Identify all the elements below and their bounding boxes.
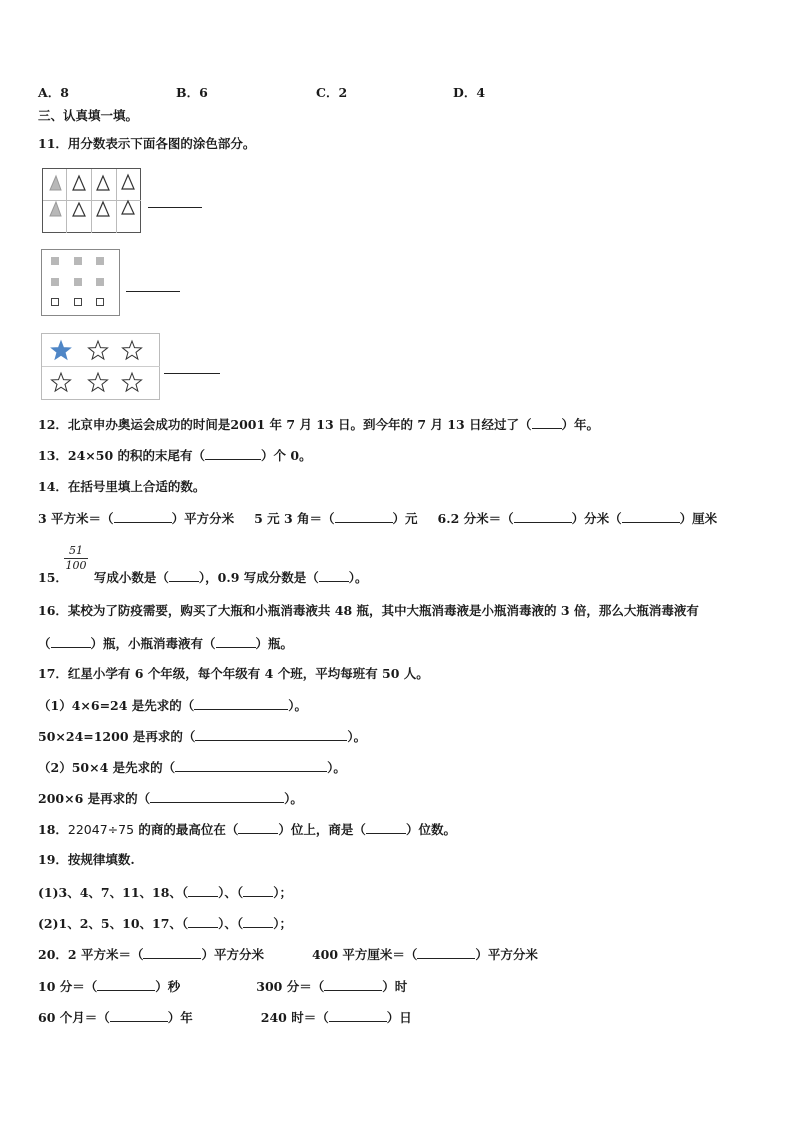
blank[interactable] xyxy=(169,569,199,582)
star-icon xyxy=(51,373,70,391)
question-11: 11．用分数表示下面各图的涂色部分。 xyxy=(38,136,256,151)
shaded-triangle-icon xyxy=(50,176,61,190)
blank[interactable] xyxy=(335,510,393,523)
shaded-star-icon xyxy=(51,341,70,359)
blank[interactable] xyxy=(243,915,273,928)
blank[interactable] xyxy=(329,1009,387,1022)
q20-text: 240 时＝（ xyxy=(260,1010,329,1025)
star-icon xyxy=(88,373,107,391)
q20-text: 300 分＝（ xyxy=(256,979,325,994)
triangle-icon xyxy=(97,176,109,190)
q20-text: ）秒 xyxy=(155,979,181,994)
fraction-denominator: 100 xyxy=(65,559,87,572)
q17-text: ）。 xyxy=(284,791,303,806)
q20-text: 400 平方厘米＝（ xyxy=(311,947,418,962)
blank[interactable] xyxy=(417,946,475,959)
blank[interactable] xyxy=(143,946,201,959)
q13-end: ）个 0。 xyxy=(261,448,312,463)
q16-text: （ xyxy=(38,636,51,651)
q15-text: ）。 xyxy=(348,570,368,585)
q18-text: 的商的最高位在（ xyxy=(134,822,239,837)
question-17-1 xyxy=(38,697,307,714)
q17-text: 200×6 是再求的（ xyxy=(38,791,151,806)
blank[interactable] xyxy=(114,510,172,523)
fraction-numerator: 51 xyxy=(64,544,88,559)
shaded-square-icon xyxy=(51,278,59,286)
blank[interactable] xyxy=(514,510,572,523)
q14-text: 3 平方米＝（ xyxy=(38,511,114,526)
q17-text: （2）50×4 是先求的（ xyxy=(38,760,176,775)
blank[interactable] xyxy=(175,759,327,772)
blank[interactable] xyxy=(194,697,288,710)
question-16-line2 xyxy=(38,635,293,652)
q16-text: ）瓶，小瓶消毒液有（ xyxy=(90,636,216,651)
q19-text: (2)1、2、5、10、17、（ xyxy=(38,916,189,931)
star-icon xyxy=(122,373,141,391)
q18-expression: 22047÷75 xyxy=(67,822,135,837)
section-heading: 三、认真填一填。 xyxy=(38,108,139,123)
triangle-icon xyxy=(97,202,109,216)
star-icon xyxy=(122,341,141,359)
answer-line-fig3 xyxy=(164,373,220,374)
q19-text: ）、（ xyxy=(218,885,244,900)
q14-text: 5 元 3 角＝（ xyxy=(254,511,335,526)
blank[interactable] xyxy=(622,510,680,523)
option-a: A．8 xyxy=(38,85,69,100)
q20-text: ）平方分米 xyxy=(475,947,538,962)
q15-num: 15． xyxy=(38,570,68,585)
shaded-square-icon xyxy=(74,257,82,265)
blank[interactable] xyxy=(243,884,273,897)
question-20-row1 xyxy=(38,946,538,963)
q14-text: 6.2 分米＝（ xyxy=(437,511,514,526)
triangle-icon xyxy=(73,176,85,190)
q20-text: ）年 xyxy=(167,1010,193,1025)
triangle-icon xyxy=(122,201,134,214)
q20-text: 10 分＝（ xyxy=(38,979,98,994)
blank[interactable] xyxy=(188,884,218,897)
q18-text: ）位数。 xyxy=(405,822,456,837)
blank[interactable] xyxy=(51,635,91,648)
blank[interactable] xyxy=(205,447,261,460)
triangles-figure xyxy=(42,168,142,234)
option-b: B．6 xyxy=(176,85,208,100)
q20-text: 20．2 平方米＝（ xyxy=(38,947,144,962)
q19-text: ）、（ xyxy=(218,916,244,931)
q20-text: ）平方分米 xyxy=(201,947,264,962)
q14-text: ）平方分米 xyxy=(171,511,235,526)
question-14-items xyxy=(38,510,717,527)
question-20-row3 xyxy=(38,1009,412,1026)
q17-text: 50×24=1200 是再求的（ xyxy=(38,729,196,744)
question-17: 17．红星小学有 6 个年级，每个年级有 4 个班，平均每班有 50 人。 xyxy=(38,666,429,681)
question-17-2b xyxy=(38,790,303,807)
q14-text: ）元 xyxy=(392,511,418,526)
q17-text: ）。 xyxy=(347,729,367,744)
option-d: D．4 xyxy=(453,85,486,100)
q20-text: ）日 xyxy=(386,1010,412,1025)
q18-text: ）位上，商是（ xyxy=(278,822,366,837)
question-17-2 xyxy=(38,759,346,776)
question-19-2 xyxy=(38,915,292,932)
q12-text: 12．北京申办奥运会成功的时间是2001 年 7 月 13 日。到今年的 7 月 13 日经过了（ xyxy=(38,417,532,432)
question-13 xyxy=(38,447,312,464)
q15-text: ），0.9 写成分数是（ xyxy=(198,570,319,585)
blank[interactable] xyxy=(366,821,406,834)
blank[interactable] xyxy=(216,635,256,648)
triangle-icon xyxy=(122,175,134,189)
q12-end: ）年。 xyxy=(561,417,600,432)
q18-num: 18． xyxy=(38,822,68,837)
q14-text: ）分米（ xyxy=(571,511,622,526)
shaded-square-icon xyxy=(96,257,104,265)
q17-text: （1）4×6=24 是先求的（ xyxy=(38,698,195,713)
question-12 xyxy=(38,416,599,433)
q17-text: ）。 xyxy=(327,760,346,775)
triangle-icon xyxy=(73,203,85,216)
q19-text: ）； xyxy=(273,885,292,900)
blank[interactable] xyxy=(195,728,347,741)
answer-line-fig2 xyxy=(126,291,180,292)
q19-text: ）； xyxy=(273,916,292,931)
blank[interactable] xyxy=(110,1009,168,1022)
blank[interactable] xyxy=(319,569,349,582)
blank[interactable] xyxy=(238,821,278,834)
q20-text: ）时 xyxy=(382,979,408,994)
blank[interactable] xyxy=(97,978,155,991)
question-20-row2 xyxy=(38,978,407,995)
q13-text: 13．24×50 的积的末尾有（ xyxy=(38,448,206,463)
q17-text: ）。 xyxy=(288,698,308,713)
square-icon xyxy=(52,299,59,306)
question-15 xyxy=(38,569,368,586)
blank[interactable] xyxy=(324,978,382,991)
shaded-square-icon xyxy=(96,278,104,286)
question-18 xyxy=(38,821,456,838)
shaded-triangle-icon xyxy=(50,202,61,216)
blank[interactable] xyxy=(150,790,284,803)
question-14: 14．在括号里填上合适的数。 xyxy=(38,479,206,494)
square-icon xyxy=(97,299,104,306)
shaded-square-icon xyxy=(51,257,59,265)
star-icon xyxy=(88,341,107,359)
squares-figure xyxy=(41,249,121,317)
q19-text: (1)3、4、7、11、18、（ xyxy=(38,885,189,900)
answer-line-fig1 xyxy=(148,207,202,208)
square-icon xyxy=(75,299,82,306)
question-19: 19．按规律填数. xyxy=(38,852,135,867)
stars-figure xyxy=(41,333,161,401)
q14-text: ）厘米 xyxy=(679,511,718,526)
question-16-line1: 16．某校为了防疫需要，购买了大瓶和小瓶消毒液共 48 瓶，其中大瓶消毒液是小瓶消毒液的 3 倍，那么大瓶消毒液有 xyxy=(38,603,699,618)
option-c: C．2 xyxy=(316,85,348,100)
blank[interactable] xyxy=(532,416,562,429)
question-19-1 xyxy=(38,884,292,901)
q15-text: 写成小数是（ xyxy=(93,570,169,585)
q16-text: ）瓶。 xyxy=(255,636,294,651)
blank[interactable] xyxy=(188,915,218,928)
question-17-1b xyxy=(38,728,366,745)
q20-text: 60 个月＝（ xyxy=(38,1010,110,1025)
shaded-square-icon xyxy=(74,278,82,286)
